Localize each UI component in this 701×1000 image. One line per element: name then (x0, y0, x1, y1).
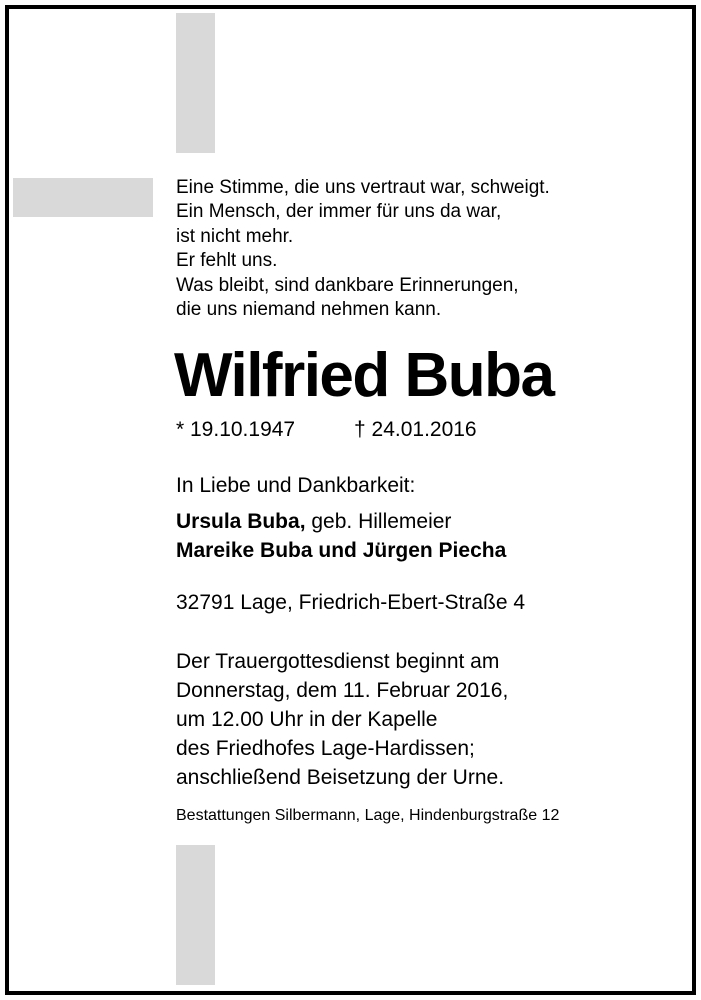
cross-horizontal-bar (13, 178, 153, 217)
deceased-name: Wilfried Buba (174, 341, 554, 410)
undertaker-info: Bestattungen Silbermann, Lage, Hindenburgstraße 12 (176, 807, 560, 824)
service-info (176, 647, 508, 792)
mourners-intro: In Liebe und Dankbarkeit: (176, 474, 416, 497)
poem-line: Ein Mensch, der immer für uns da war, (176, 201, 502, 223)
service-line: des Friedhofes Lage-Hardissen; (176, 737, 475, 760)
poem-line: Er fehlt uns. (176, 250, 278, 272)
address: 32791 Lage, Friedrich-Ebert-Straße 4 (176, 591, 526, 614)
mourners-list (176, 507, 506, 565)
notice-border (5, 5, 696, 995)
mourner-line (176, 507, 506, 536)
service-line: um 12.00 Uhr in der Kapelle (176, 708, 438, 731)
poem-line: Was bleibt, sind dankbare Erinnerungen, (176, 274, 519, 296)
mourner-name: Mareike Buba und Jürgen Piecha (176, 539, 507, 562)
poem-line: ist nicht mehr. (176, 225, 294, 247)
life-dates (176, 418, 477, 442)
service-line: anschließend Beisetzung der Urne. (176, 766, 505, 789)
poem-line: die uns niemand nehmen kann. (176, 299, 442, 321)
mourner-line (176, 536, 506, 565)
mourner-maiden-name: geb. Hillemeier (305, 510, 452, 533)
poem-line: Eine Stimme, die uns vertraut war, schweigt. (176, 177, 550, 198)
death-date: † 24.01.2016 (354, 418, 477, 441)
service-line: Donnerstag, dem 11. Februar 2016, (176, 679, 509, 702)
cross-bottom-bar (176, 845, 215, 985)
birth-date: * 19.10.1947 (176, 418, 296, 441)
service-line: Der Trauergottesdienst beginnt am (176, 650, 500, 673)
poem (176, 176, 676, 322)
cross-top-bar (176, 13, 215, 153)
mourner-name: Ursula Buba, (176, 510, 306, 533)
